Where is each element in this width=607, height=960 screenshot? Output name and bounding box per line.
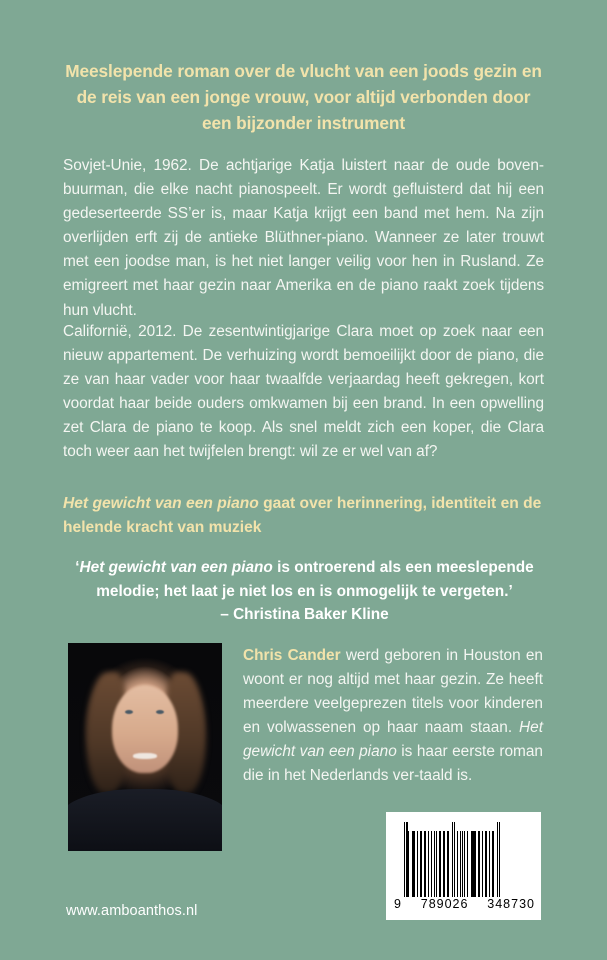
barcode-digit-group-right: 348730 bbox=[487, 897, 535, 911]
portrait-eye-right bbox=[156, 710, 164, 714]
blurb-attribution: – Christina Baker Kline bbox=[220, 606, 389, 623]
theme-tagline-rest: gaat over herinnering, identiteit en de helende kracht van muziek bbox=[63, 495, 542, 536]
portrait-eye-left bbox=[125, 710, 133, 714]
review-blurb bbox=[63, 556, 546, 627]
theme-tagline bbox=[63, 492, 546, 540]
author-photo bbox=[68, 643, 222, 851]
barcode-digit-group-mid: 789026 bbox=[420, 897, 469, 911]
synopsis-paragraph-1: Sovjet-Unie, 1962. De achtjarige Katja luistert naar de oude boven-buurman, die elke nacht pianospeelt. Er wordt gefluisterd dat hij een gedeserteerde SS’er is, maar Katja krijgt een band met hem. Na zijn overlijden erft zij de antieke Blüthner-piano. Wanneer ze later trouwt met een joodse man, is het niet langer veilig voor hen in Rusland. Ze emigreert met haar gezin naar Amerika en de piano raakt zoek tijdens hun vlucht. bbox=[63, 157, 544, 319]
portrait-face bbox=[112, 685, 178, 773]
isbn-barcode bbox=[386, 812, 541, 920]
blurb-open-quote: ‘ bbox=[75, 559, 80, 576]
author-name: Chris Cander bbox=[243, 647, 341, 664]
author-bio-book-title: Het gewicht van een piano bbox=[243, 719, 543, 761]
author-bio-part-1: werd geboren in Houston en woont er nog altijd met haar gezin. Ze heeft meerdere veelgeprezen titels voor kinderen en volwassenen op haar naam staan. bbox=[243, 647, 543, 737]
blurb-book-title: Het gewicht van een piano bbox=[79, 559, 273, 576]
headline-tagline: Meeslepende roman over de vlucht van een joods gezin en de reis van een jonge vrouw, voor altijd verbonden door een bijzonder instrument bbox=[65, 61, 542, 133]
barcode-bars bbox=[404, 822, 526, 897]
theme-tagline-title: Het gewicht van een piano bbox=[63, 495, 259, 512]
barcode-digits bbox=[394, 897, 535, 911]
blurb-body: is ontroerend als een meeslepende melodie; het laat je niet los en is onmogelijk te vergeten.’ bbox=[96, 559, 534, 600]
author-biography bbox=[243, 644, 543, 789]
portrait-shoulders bbox=[68, 789, 222, 851]
author-bio-part-2: is haar eerste roman die in het Nederlands ver-taald is. bbox=[243, 743, 543, 785]
barcode-digit-group-left: 9 bbox=[394, 897, 402, 911]
portrait-mouth bbox=[133, 753, 157, 759]
publisher-website-url[interactable]: www.amboanthos.nl bbox=[66, 903, 198, 919]
synopsis-paragraph-2: Californië, 2012. De zesentwintigjarige Clara moet op zoek naar een nieuw appartement. De verhuizing wordt bemoeilijkt door de piano, die ze van haar vader voor haar twaalfde verjaardag heeft gekregen, kort voordat haar beide ouders omkwamen bij een brand. In een opwelling zet Clara de piano te koop. Als snel meldt zich een koper, die Clara toch weer aan het twijfelen brengt: wil ze er wel van af? bbox=[63, 323, 544, 461]
